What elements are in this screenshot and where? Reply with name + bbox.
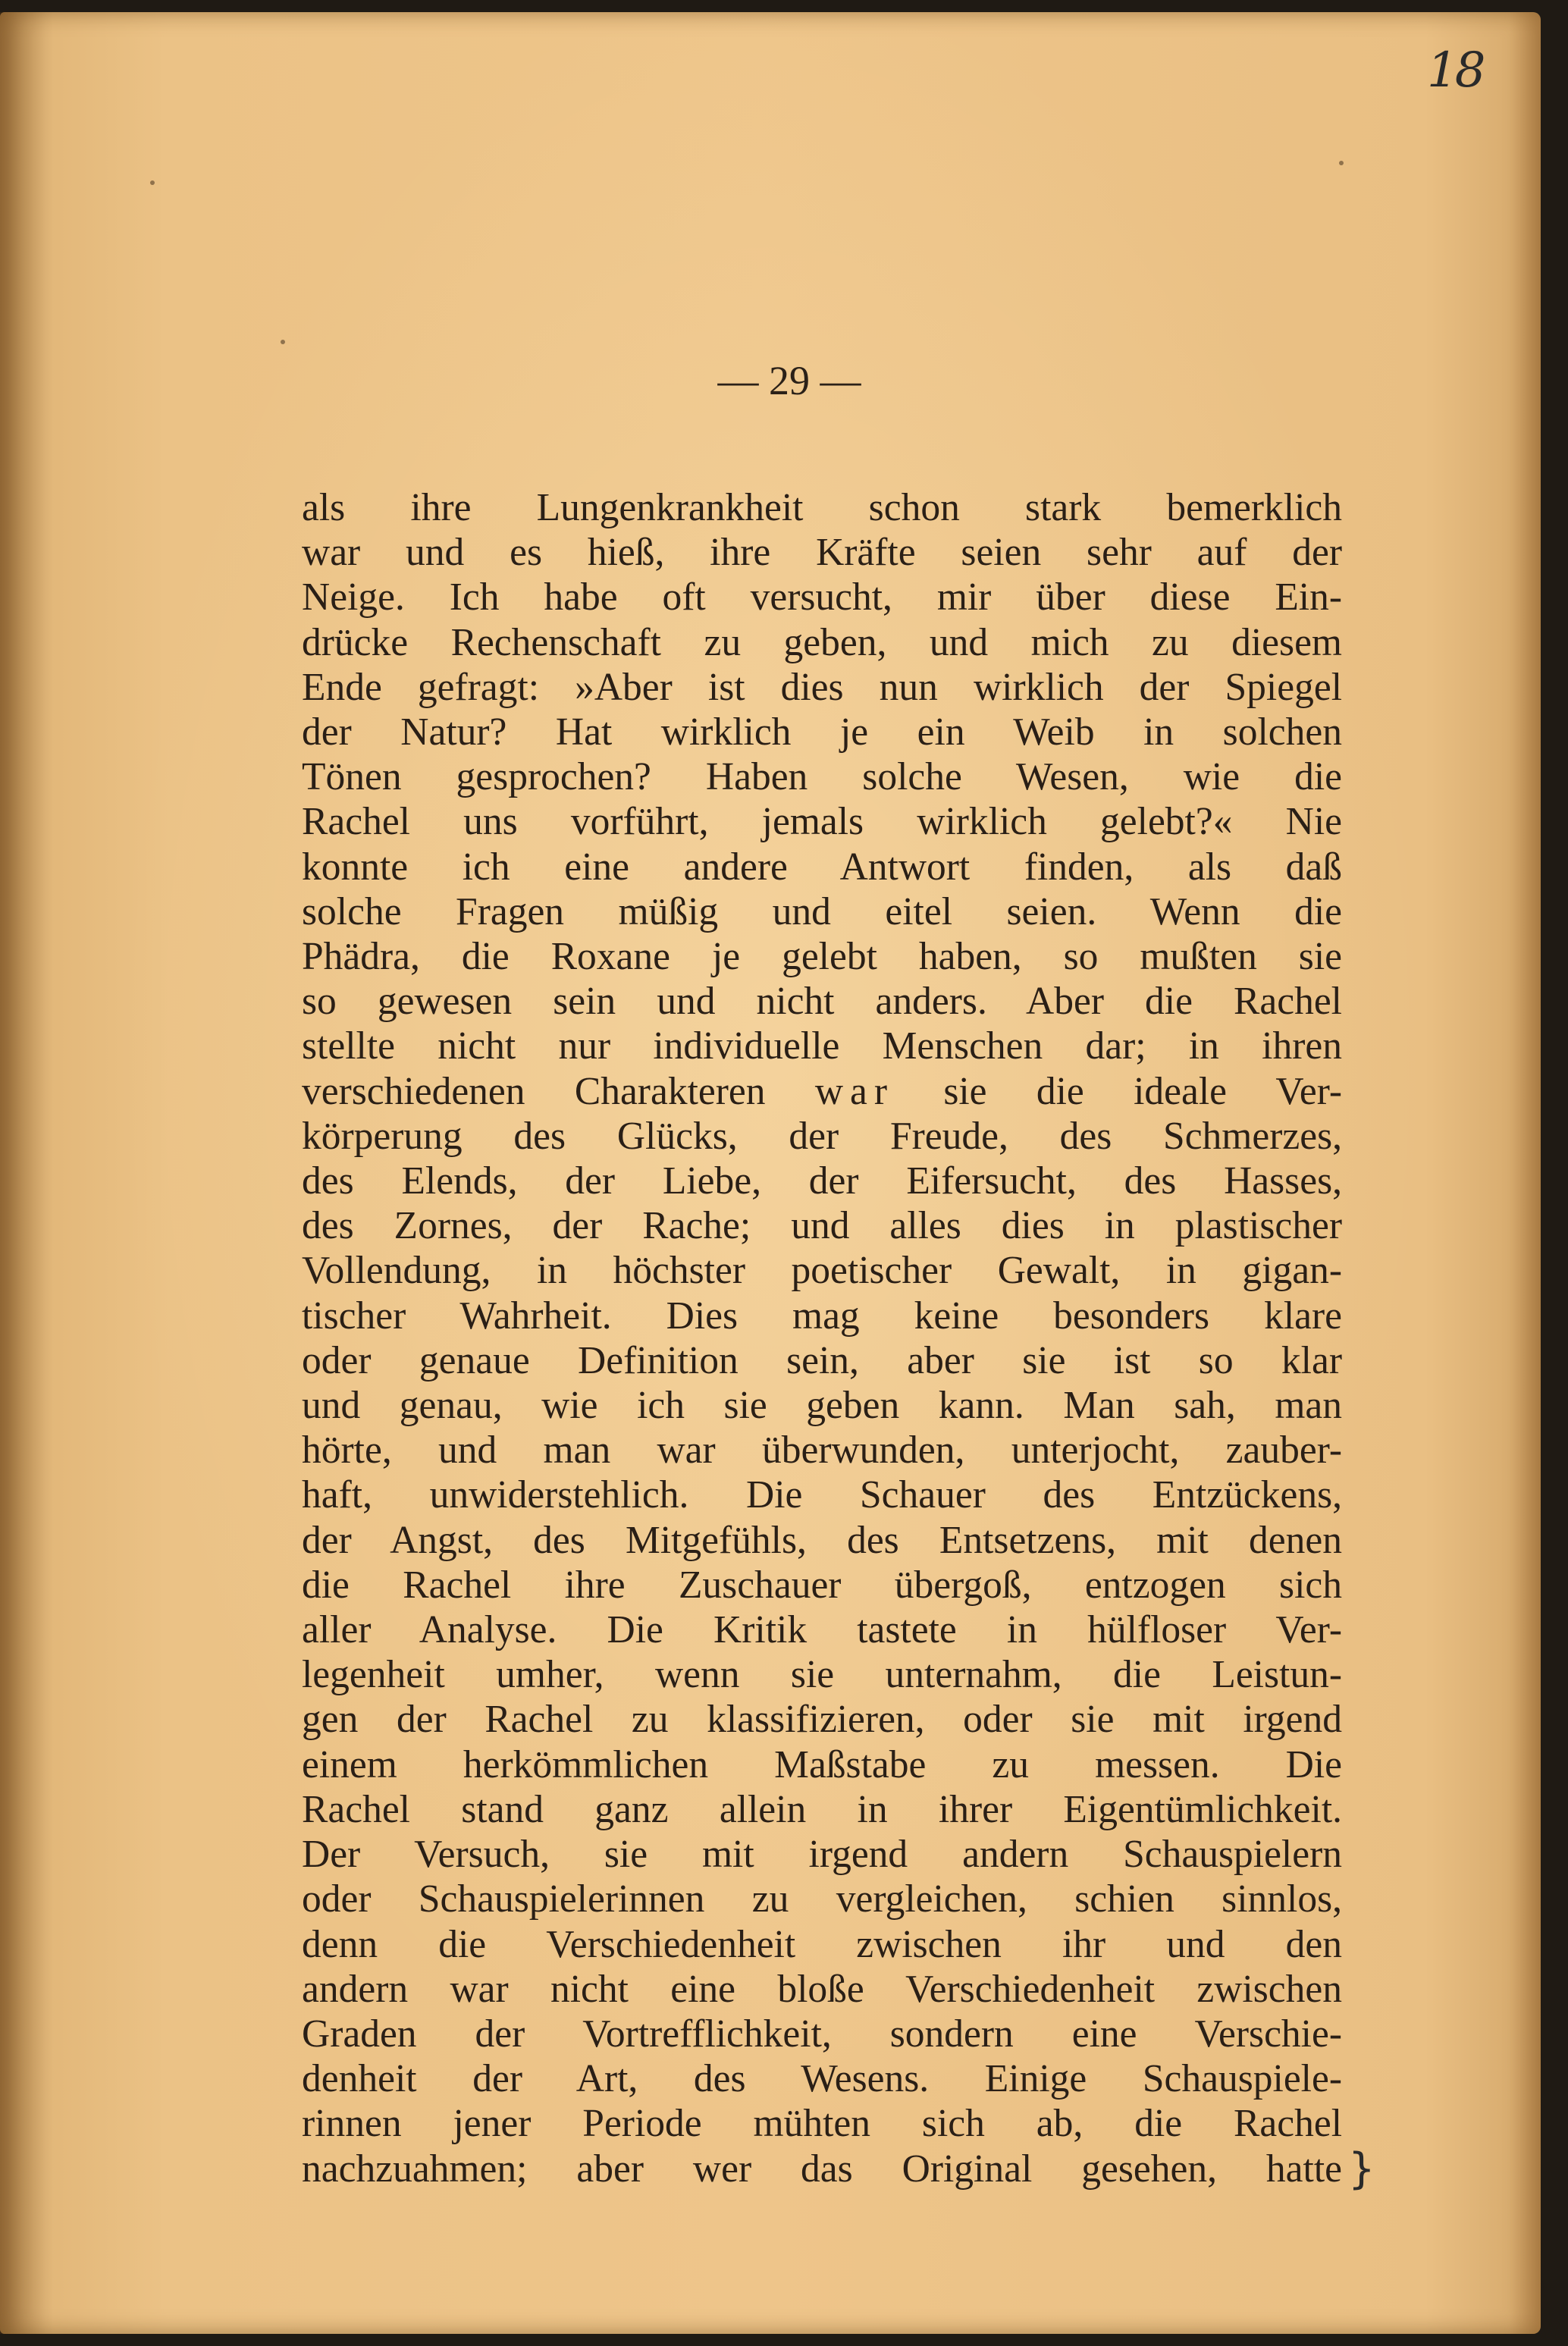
text-line: haft, unwiderstehlich. Die Schauer des Entzückens,	[302, 1473, 1342, 1517]
text-line: Phädra, die Roxane je gelebt haben, so mußten sie	[302, 935, 1342, 979]
text-line: einem herkömmlichen Maßstabe zu messen. Die	[302, 1742, 1342, 1786]
text-line: Der Versuch, sie mit irgend andern Schauspielern	[302, 1833, 1342, 1877]
text-line: der Angst, des Mitgefühls, des Entsetzens, mit denen	[302, 1518, 1342, 1562]
text-line-emphasis	[302, 1069, 1342, 1114]
text-line: rinnen jener Periode mühten sich ab, die Rachel	[302, 2102, 1342, 2146]
text-line: Neige. Ich habe oft versucht, mir über diese Ein-	[302, 576, 1342, 619]
text-line: denn die Verschiedenheit zwischen ihr und den	[302, 1922, 1342, 1966]
text-line: so gewesen sein und nicht anders. Aber die Rachel	[302, 980, 1342, 1024]
text-line: denheit der Art, des Wesens. Einige Schauspiele-	[302, 2057, 1342, 2101]
line-part: sie die ideale Ver-	[943, 1069, 1343, 1113]
text-line: solche Fragen müßig und eitel seien. Wenn die	[302, 889, 1342, 933]
paper-speck	[1339, 161, 1344, 165]
paper-speck	[281, 340, 285, 344]
text-line: oder Schauspielerinnen zu vergleichen, schien sinnlos,	[302, 1877, 1342, 1921]
text-line: Tönen gesprochen? Haben solche Wesen, wie die	[302, 755, 1342, 799]
spaced-emphasis-word: war	[814, 1069, 895, 1113]
page-number: — 29 —	[717, 358, 861, 403]
text-line: als ihre Lungenkrankheit schon stark bemerklich	[302, 486, 1342, 529]
body-text	[302, 485, 1342, 2191]
text-line: stellte nicht nur individuelle Menschen dar; in ihren	[302, 1024, 1342, 1068]
text-line: hörte, und man war überwunden, unterjocht, zauber-	[302, 1429, 1342, 1473]
text-line: und genau, wie ich sie geben kann. Man sah, man	[302, 1384, 1342, 1428]
text-line: Vollendung, in höchster poetischer Gewalt, in gigan-	[302, 1249, 1342, 1293]
text-line: körperung des Glücks, der Freude, des Schmerzes,	[302, 1114, 1342, 1158]
archive-folio-number: 18	[1427, 42, 1483, 99]
margin-bracket-mark: }	[1348, 2144, 1375, 2194]
text-line-last: nachzuahmen; aber wer das Original gesehen, hatte	[302, 2147, 1342, 2191]
text-line: die Rachel ihre Zuschauer übergoß, entzogen sich	[302, 1563, 1342, 1607]
text-line: aller Analyse. Die Kritik tastete in hülfloser Ver-	[302, 1608, 1342, 1652]
book-page	[0, 12, 1541, 2334]
text-line: andern war nicht eine bloße Verschiedenheit zwischen	[302, 1967, 1342, 2011]
text-line: des Elends, der Liebe, der Eifersucht, des Hasses,	[302, 1159, 1342, 1203]
text-line: drücke Rechenschaft zu geben, und mich zu diesem	[302, 620, 1342, 664]
text-line: gen der Rachel zu klassifizieren, oder sie mit irgend	[302, 1698, 1342, 1742]
text-line: tischer Wahrheit. Dies mag keine besonders klare	[302, 1294, 1342, 1338]
text-line: des Zornes, der Rache; und alles dies in plastischer	[302, 1204, 1342, 1248]
text-line: der Natur? Hat wirklich je ein Weib in solchen	[302, 710, 1342, 754]
text-line: war und es hieß, ihre Kräfte seien sehr auf der	[302, 531, 1342, 575]
text-line: legenheit umher, wenn sie unternahm, die Leistun-	[302, 1653, 1342, 1697]
line-part: verschiedenen Charakteren	[302, 1069, 766, 1113]
text-line: Ende gefragt: »Aber ist dies nun wirklich der Spiegel	[302, 665, 1342, 709]
text-line: Rachel stand ganz allein in ihrer Eigentümlichkeit.	[302, 1787, 1342, 1831]
text-line: oder genaue Definition sein, aber sie ist so klar	[302, 1338, 1342, 1382]
text-line: konnte ich eine andere Antwort finden, als daß	[302, 845, 1342, 889]
text-line: Rachel uns vorführt, jemals wirklich gelebt?« Nie	[302, 800, 1342, 844]
text-line: Graden der Vortrefflichkeit, sondern eine Verschie-	[302, 2012, 1342, 2056]
paper-speck	[150, 180, 155, 185]
